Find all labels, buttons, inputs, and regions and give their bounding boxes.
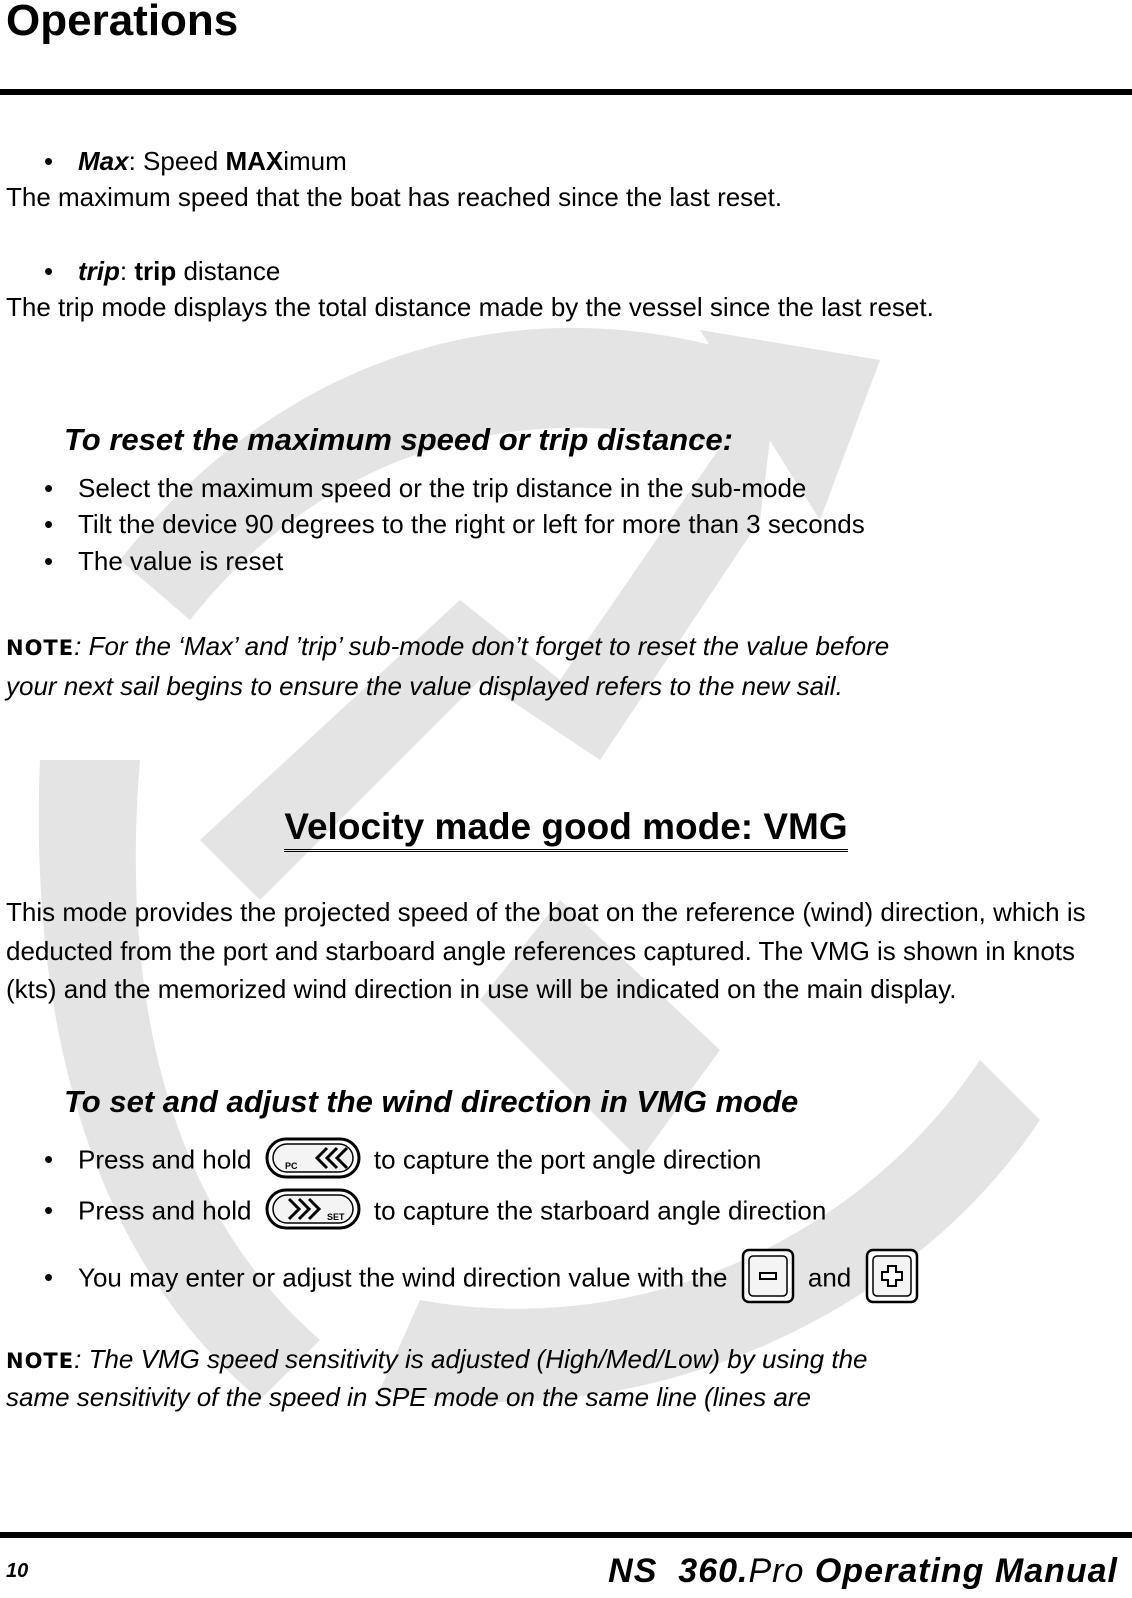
minus-key-icon: [741, 1248, 795, 1311]
note-label: NOTE: [6, 636, 75, 660]
step-text: Press and hold: [78, 1144, 252, 1175]
reset-step-text: Tilt the device 90 degrees to the right or left for more than 3 seconds: [78, 509, 865, 539]
list-item-max: [44, 146, 347, 177]
page-number: 10: [6, 1560, 29, 1582]
note-2-line-1: [6, 1344, 867, 1375]
trip-description: The trip mode displays the total distance made by the vessel since the last reset.: [6, 292, 934, 322]
reset-step: [44, 473, 806, 504]
header-rule: [0, 89, 1132, 95]
max-abbrev: MAX: [225, 146, 284, 176]
svg-text:SET: SET: [326, 1212, 345, 1222]
note-label: NOTE: [6, 1349, 75, 1373]
vmg-step-starboard: [44, 1187, 826, 1238]
vmg-step-port: [44, 1136, 761, 1187]
step-text: You may enter or adjust the wind direction value with the: [78, 1262, 728, 1293]
max-rest: imum: [283, 146, 347, 176]
bullet-icon: •: [44, 256, 54, 286]
reset-step: [44, 509, 865, 540]
step-text: and: [807, 1262, 852, 1293]
plus-key-icon: [865, 1248, 919, 1311]
bullet-icon: •: [44, 146, 54, 176]
step-text: to capture the port angle direction: [373, 1144, 762, 1175]
bullet-icon: •: [44, 1262, 54, 1293]
starboard-key-icon: [265, 1187, 361, 1238]
bullet-icon: •: [44, 473, 54, 503]
bullet-icon: •: [44, 546, 54, 576]
brand-rest: Operating Manual: [814, 1552, 1118, 1590]
note-1-line-1: [6, 631, 889, 662]
brand-pro: Pro: [748, 1552, 805, 1590]
note-2-line-2: same sensitivity of the speed in SPE mode on the same line (lines are: [6, 1382, 811, 1412]
bullet-icon: •: [44, 509, 54, 539]
port-key-icon: [265, 1136, 361, 1187]
vmg-step-adjust: [44, 1248, 925, 1311]
footer-rule: [0, 1532, 1132, 1538]
reset-step: [44, 546, 283, 577]
reset-step-text: The value is reset: [78, 546, 284, 576]
note-1-line-2: your next sail begins to ensure the value displayed refers to the new sail.: [6, 671, 843, 701]
vmg-paragraph: This mode provides the projected speed of the boat on the reference (wind) direction, which is deducted from the port and starboard angle references captured. The VMG is shown in knots (kts) and the memorized wind direction in use will be indicated on the main display.: [6, 897, 1086, 1004]
brand-model: 360.: [678, 1552, 749, 1590]
bullet-icon: •: [44, 1195, 54, 1226]
reset-heading: To reset the maximum speed or trip distance:: [64, 422, 733, 457]
trip-rest: distance: [176, 256, 281, 286]
section-title-text: Velocity made good mode: VMG: [284, 806, 847, 852]
brand-ns: NS: [608, 1552, 658, 1590]
max-description: The maximum speed that the boat has reached since the last reset.: [6, 182, 783, 212]
reset-step-text: Select the maximum speed or the trip distance in the sub-mode: [78, 473, 807, 503]
trip-bold: trip: [134, 256, 177, 286]
page-header-title: Operations: [6, 0, 239, 45]
trip-label: trip: [78, 256, 120, 286]
step-text: Press and hold: [78, 1195, 252, 1226]
svg-text:PC: PC: [284, 1161, 298, 1171]
note-colon: :: [74, 1344, 89, 1374]
max-label: Max: [78, 146, 129, 176]
note-colon: :: [74, 631, 89, 661]
step-text: to capture the starboard angle direction: [373, 1195, 827, 1226]
bullet-icon: •: [44, 1144, 54, 1175]
trip-separator: :: [119, 256, 135, 286]
note-text: For the ‘Max’ and ’trip’ sub-mode don’t forget to reset the value before: [88, 631, 890, 661]
manual-brand: [608, 1552, 1118, 1591]
note-text: The VMG speed sensitivity is adjusted (High/Med/Low) by using the: [88, 1344, 868, 1374]
vmg-heading: To set and adjust the wind direction in VMG mode: [64, 1084, 799, 1119]
section-title-vmg: [0, 806, 1132, 848]
list-item-trip: [44, 256, 280, 287]
max-separator: : Speed: [128, 146, 226, 176]
